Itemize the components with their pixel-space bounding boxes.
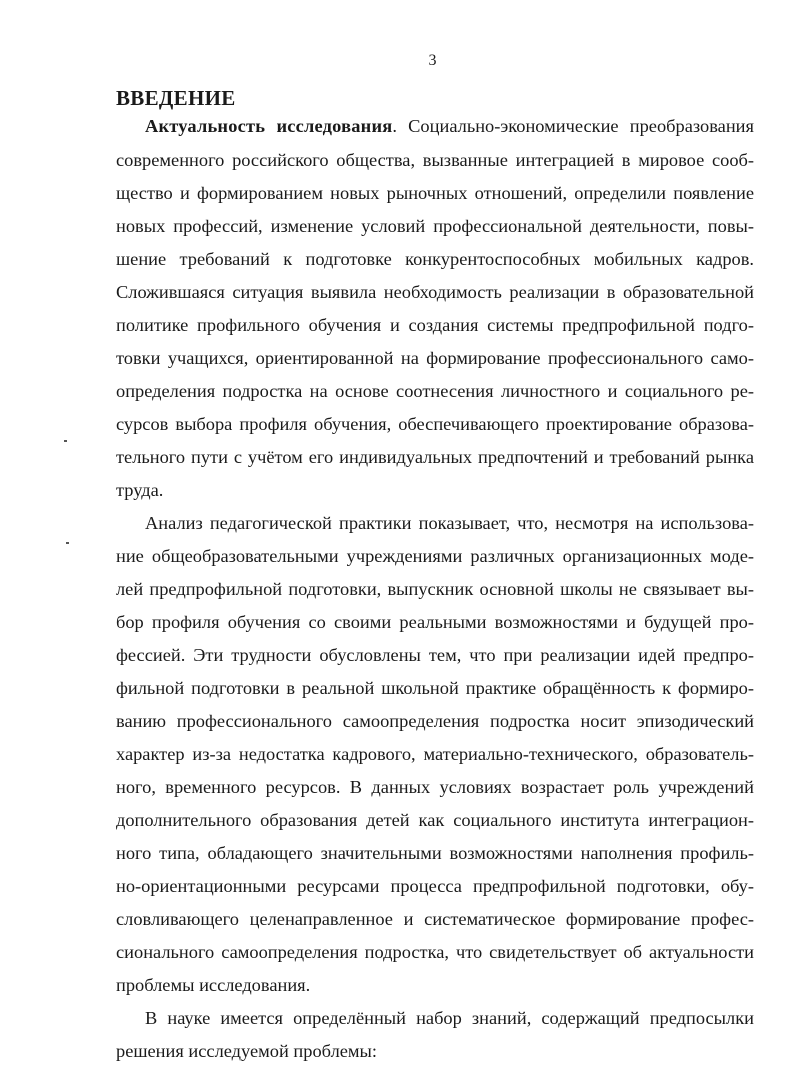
lead-bold-term: Актуальность исследования [145, 116, 393, 136]
paragraph-1-line-2: современного российского общества, вызванные интеграцией в мировое сооб- [116, 150, 754, 170]
paragraph-2-line-7: ванию профессионального самоопределения подростка носит эпизодический [116, 711, 754, 731]
paragraph-1-line-6: Сложившаяся ситуация выявила необходимость реализации в образовательной [116, 282, 754, 302]
paragraph-2-line-2: ние общеобразовательными учреждениями различных организационных моде- [116, 546, 754, 566]
paragraph-2-line-8: характер из-за недостатка кадрового, материально-технического, образователь- [116, 744, 754, 764]
paragraph-2-line-9: ного, временного ресурсов. В данных условиях возрастает роль учреждений [116, 777, 754, 797]
scan-speck [66, 542, 69, 544]
paragraph-1-line-9: определения подростка на основе соотнесения личностного и социального ре- [116, 381, 754, 401]
paragraph-2-line-1: Анализ педагогической практики показывает, что, несмотря на использова- [145, 513, 754, 533]
paragraph-2-line-14: сионального самоопределения подростка, что свидетельствует об актуальности [116, 942, 754, 962]
paragraph-1-line-8: товки учащихся, ориентированной на формирование профессионального само- [116, 348, 754, 368]
paragraph-1-line-5: шение требований к подготовке конкурентоспособных мобильных кадров. [116, 249, 754, 269]
paragraph-1-line-11: тельного пути с учётом его индивидуальных предпочтений и требований рынка [116, 447, 754, 467]
paragraph-3-line-2: решения исследуемой проблемы: [116, 1041, 378, 1061]
paragraph-2-line-11: ного типа, обладающего значительными возможностями наполнения профиль- [116, 843, 754, 863]
paragraph-1-line-7: политике профильного обучения и создания системы предпрофильной подго- [116, 315, 754, 335]
paragraph-1-line-1 [145, 114, 754, 138]
paragraph-2-line-6: фильной подготовки в реальной школьной практике обращённость к формиро- [116, 678, 754, 698]
page-number: 3 [428, 52, 437, 69]
paragraph-1-line-12: труда. [116, 480, 164, 500]
paragraph-1-line-4: новых профессий, изменение условий профессиональной деятельности, повы- [116, 216, 754, 236]
line-text: . Социально-экономические преобразования [392, 116, 754, 136]
scan-speck [64, 440, 67, 442]
paragraph-1-line-10: сурсов выбора профиля обучения, обеспечивающего проектирование образова- [116, 414, 754, 434]
paragraph-2-line-13: словливающего целенаправленное и систематическое формирование профес- [116, 909, 754, 929]
paragraph-2-line-3: лей предпрофильной подготовки, выпускник основной школы не связывает вы- [116, 579, 754, 599]
paragraph-3-line-1: В науке имеется определённый набор знаний, содержащий предпосылки [145, 1008, 754, 1028]
paragraph-2-line-12: но-ориентационными ресурсами процесса предпрофильной подготовки, обу- [116, 876, 754, 896]
page-heading: ВВЕДЕНИЕ [116, 86, 236, 110]
paragraph-2-line-5: фессией. Эти трудности обусловлены тем, что при реализации идей предпро- [116, 645, 754, 665]
paragraph-2-line-15: проблемы исследования. [116, 975, 311, 995]
paragraph-2-line-10: дополнительного образования детей как социального института интеграцион- [116, 810, 754, 830]
paragraph-1-line-3: щество и формированием новых рыночных отношений, определили появление [116, 183, 754, 203]
paragraph-2-line-4: бор профиля обучения со своими реальными возможностями и будущей про- [116, 612, 754, 632]
